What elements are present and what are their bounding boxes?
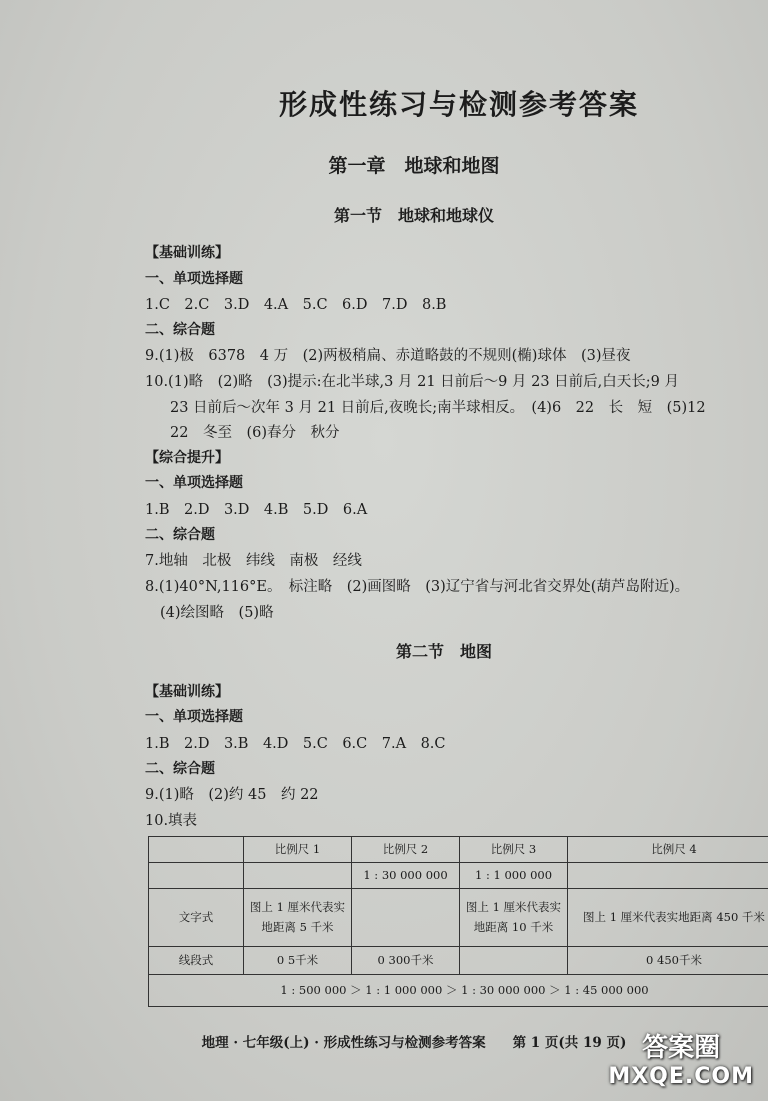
comparison-cell: 1 : 500 000 ＞ 1 : 1 000 000 ＞ 1 : 30 000 000 ＞ 1 : 45 000 000	[149, 975, 768, 1007]
table-row	[149, 975, 768, 1007]
table-cell	[352, 889, 460, 947]
basic-training-label: 【基础训练】	[145, 245, 229, 261]
line-scale-2	[352, 947, 460, 975]
s2-mc-label: 一、单项选择题	[145, 709, 243, 725]
q10-answer-line1: 10.(1)略 (2)略 (3)提示:在北半球,3 月 21 日前后～9 月 23 日前后,白天长;9 月	[145, 374, 680, 390]
segment-zero: 0	[276, 952, 285, 967]
q8-answer-line2: (4)绘图略 (5)略	[160, 605, 274, 621]
adv-mc-label: 一、单项选择题	[145, 475, 243, 491]
segment-zero: 0	[377, 952, 385, 967]
mc-label: 一、单项选择题	[145, 271, 243, 287]
q7-answer: 7.地轴 北极 纬线 南极 经线	[145, 553, 362, 569]
table-cell	[149, 837, 244, 863]
table-cell: 1 : 30 000 000	[352, 863, 460, 889]
table-cell: 图上 1 厘米代表实地距离 450 千米	[568, 889, 768, 947]
segment-value: 5千米	[287, 952, 319, 967]
table-header: 比例尺 4	[568, 837, 768, 863]
table-row	[149, 889, 768, 947]
watermark-logo	[608, 1027, 754, 1089]
advanced-label: 【综合提升】	[145, 450, 229, 466]
table-row	[149, 947, 768, 975]
chapter-heading: 第一章 地球和地图	[328, 155, 500, 177]
table-header-row	[149, 837, 768, 863]
s2-comp-label: 二、综合题	[145, 761, 215, 777]
table-cell: 图上 1 厘米代表实地距离 5 千米	[244, 889, 352, 947]
table-cell: 图上 1 厘米代表实地距离 10 千米	[460, 889, 568, 947]
table-header: 比例尺 2	[352, 837, 460, 863]
comp-label: 二、综合题	[145, 322, 215, 338]
line-scale-1	[244, 947, 352, 975]
line-scale-4	[568, 947, 768, 975]
page-footer: 地理 · 七年级(上) · 形成性练习与检测参考答案 第 1 页(共 19 页)	[201, 1035, 627, 1051]
row-label: 文字式	[149, 889, 244, 947]
mc-answers: 1.C 2.C 3.D 4.A 5.C 6.D 7.D 8.B	[145, 297, 447, 313]
segment-value: 450千米	[657, 952, 702, 967]
table-row	[149, 863, 768, 889]
table-cell	[568, 863, 768, 889]
watermark-domain: MXQE.COM	[608, 1064, 754, 1089]
q10-answer-line3: 22 冬至 (6)春分 秋分	[170, 425, 340, 441]
table-cell	[460, 947, 568, 975]
table-cell	[149, 863, 244, 889]
scale-table	[148, 836, 768, 1007]
s2-mc-answers: 1.B 2.D 3.B 4.D 5.C 6.C 7.A 8.C	[145, 736, 446, 752]
section2-heading: 第二节 地图	[395, 642, 492, 661]
table-header: 比例尺 3	[460, 837, 568, 863]
adv-mc-answers: 1.B 2.D 3.D 4.B 5.D 6.A	[145, 502, 368, 518]
section1-heading: 第一节 地球和地球仪	[333, 206, 494, 225]
adv-comp-label: 二、综合题	[145, 527, 215, 543]
row-label: 线段式	[149, 947, 244, 975]
segment-zero: 0	[646, 952, 654, 967]
q10-answer-line2: 23 日前后～次年 3 月 21 日前后,夜晚长;南半球相反。 (4)6 22 长 短 (5)12	[170, 400, 706, 416]
table-cell: 1 : 1 000 000	[460, 863, 568, 889]
page-title: 形成性练习与检测参考答案	[278, 88, 639, 121]
q8-answer-line1: 8.(1)40°N,116°E。 标注略 (2)画图略 (3)辽宁省与河北省交界处(葫芦岛附近)。	[145, 579, 690, 595]
s2-basic-label: 【基础训练】	[145, 684, 229, 700]
table-cell	[244, 863, 352, 889]
watermark-text: 答案圈	[642, 1033, 721, 1063]
q9-answer: 9.(1)极 6378 4 万 (2)两极稍扁、赤道略鼓的不规则(椭)球体 (3)昼夜	[145, 348, 631, 364]
table-header: 比例尺 1	[244, 837, 352, 863]
segment-value: 300千米	[388, 952, 434, 967]
s2-q10-label: 10.填表	[145, 813, 198, 829]
s2-q9-answer: 9.(1)略 (2)约 45 约 22	[145, 787, 319, 803]
